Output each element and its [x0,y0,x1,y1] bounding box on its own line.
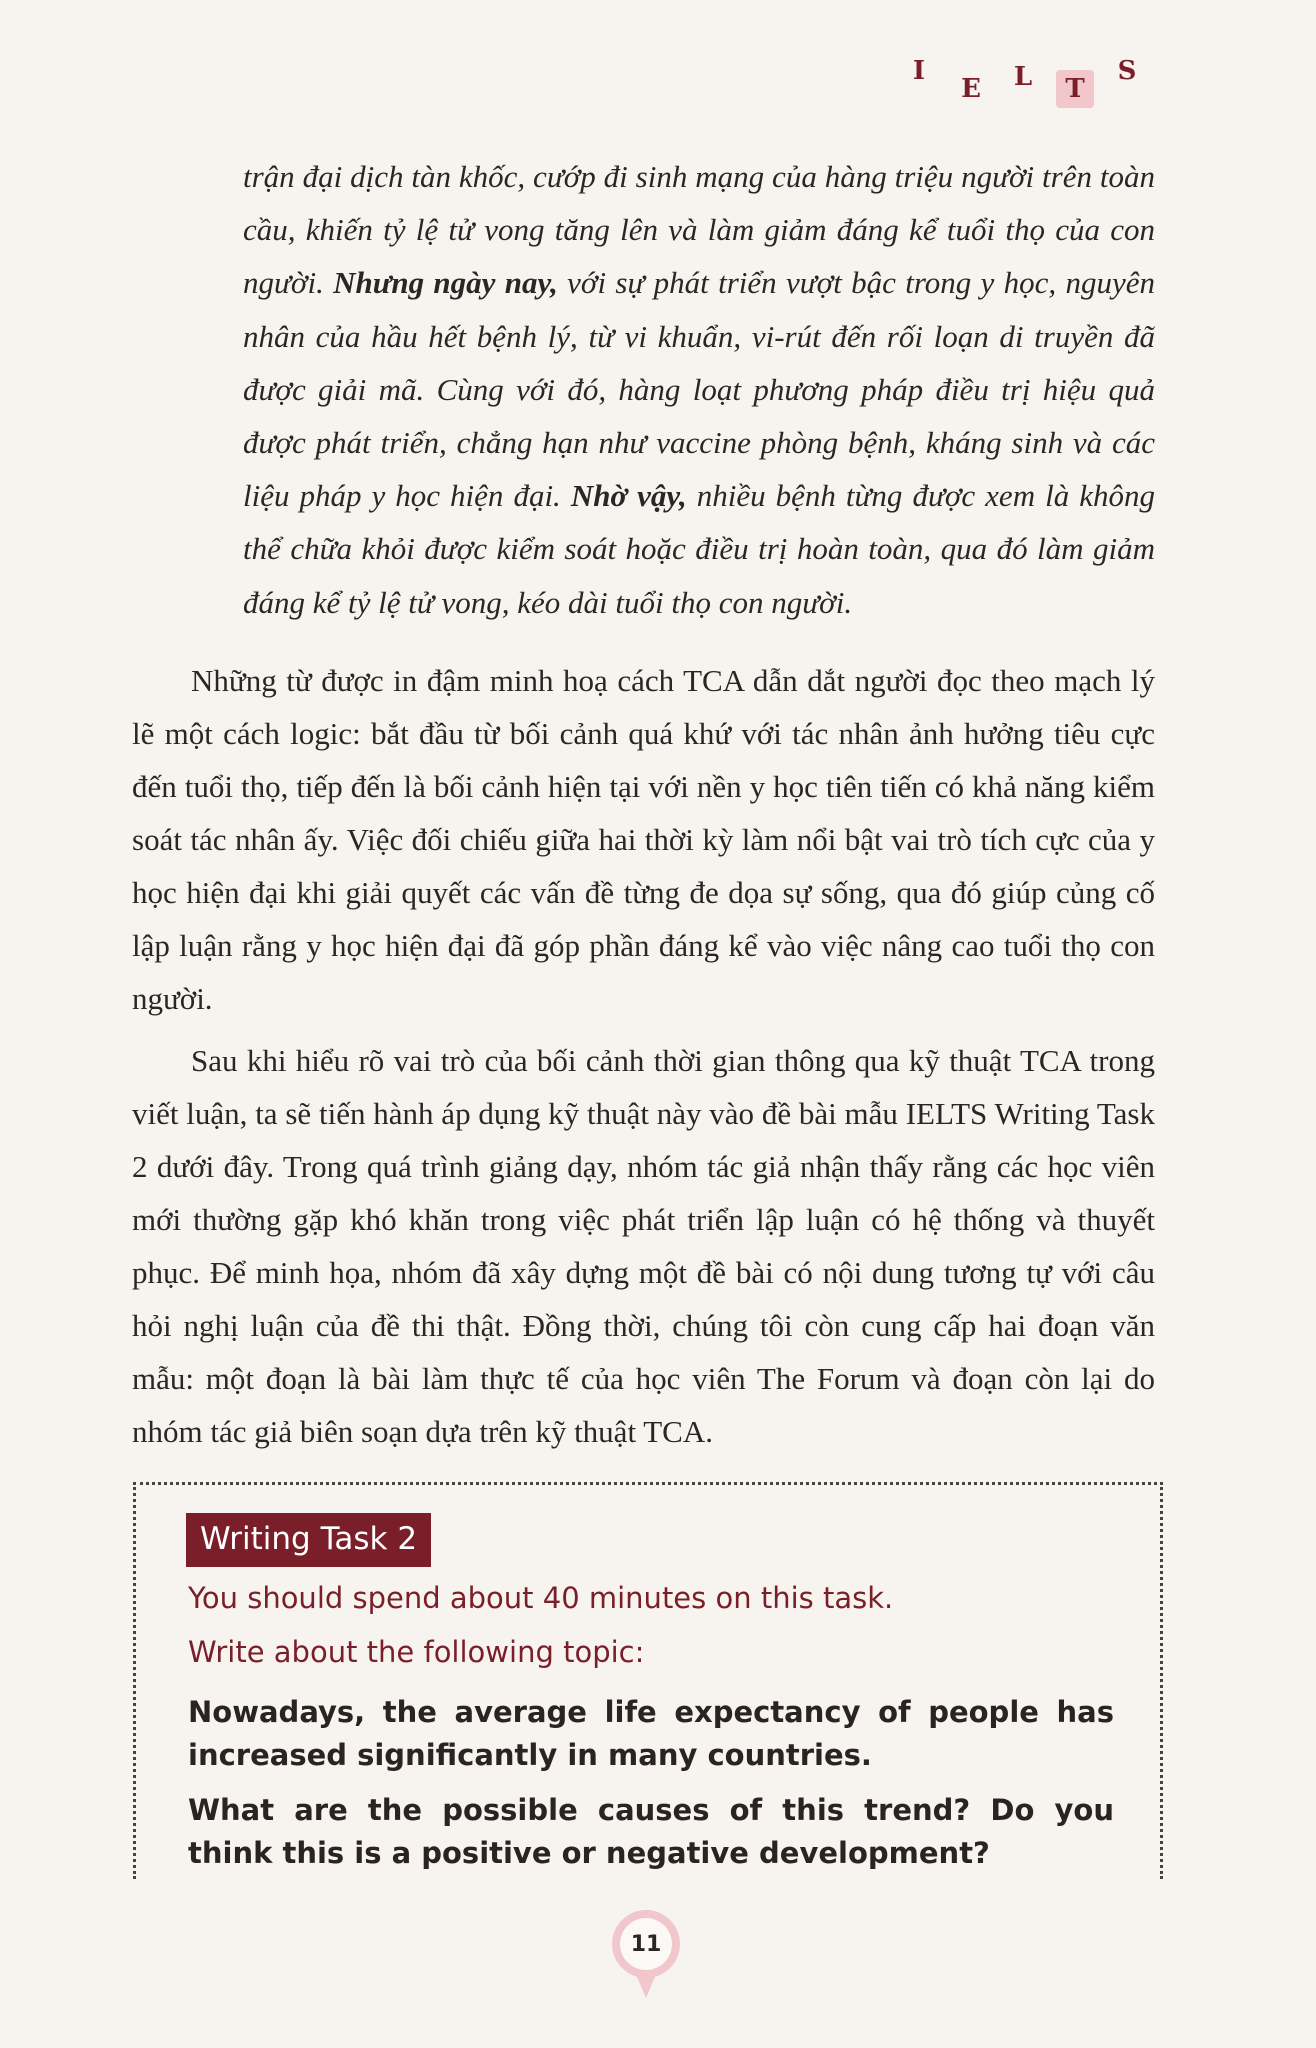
quote-bold-1: Nhưng ngày nay, [333,265,558,301]
writing-task-box [133,1482,1163,1879]
quote-text-3: nhiều bệnh từng được xem là không thể chữa khỏi được kiểm soát hoặc điều trị hoàn toàn, qua đó làm giảm đáng kể tỷ lệ tử vong, kéo dài tuổi thọ con người. [243,478,1155,620]
task-statement: Nowadays, the average life expectancy of people has increased significantly in many countries. [188,1695,1114,1772]
task-question: What are the possible causes of this trend? Do you think this is a positive or negative development? [188,1793,1114,1870]
body-paragraph-2: Sau khi hiểu rõ vai trò của bối cảnh thời gian thông qua kỹ thuật TCA trong viết luận, ta sẽ tiến hành áp dụng kỹ thuật này vào đề bài mẫu IELTS Writing Task 2 dưới đây. Trong quá trình giảng dạy, nhóm tác giả nhận thấy rằng các học viên mới thường gặp khó khăn trong việc phát triển lập luận có hệ thống và thuyết phục. Để minh họa, nhóm đã xây dựng một đề bài có nội dung tương tự với câu hỏi nghị luận của đề thi thật. Đồng thời, chúng tôi còn cung cấp hai đoạn văn mẫu: một đoạn là bài làm thực tế của học viên The Forum và đoạn còn lại do nhóm tác giả biên soạn dựa trên kỹ thuật TCA. [132,1043,1155,1449]
writing-task-tag: Writing Task 2 [186,1513,431,1567]
logo-letter-t: T [1056,70,1094,108]
logo-letter-e: E [961,74,981,104]
body-paragraph-1: Những từ được in đậm minh hoạ cách TCA dẫn dắt người đọc theo mạch lý lẽ một cách logic: bắt đầu từ bối cảnh quá khứ với tác nhân ảnh hưởng tiêu cực đến tuổi thọ, tiếp đến là bối cảnh hiện tại với nền y học tiên tiến có khả năng kiểm soát tác nhân ấy. Việc đối chiếu giữa hai thời kỳ làm nổi bật vai trò tích cực của y học hiện đại khi giải quyết các vấn đề từng đe dọa sự sống, qua đó giúp củng cố lập luận rằng y học hiện đại đã góp phần đáng kể vào việc nâng cao tuổi thọ con người. [132,663,1155,1016]
quote-bold-2: Nhờ vậy, [570,478,687,514]
page-number-marker [612,1910,680,2020]
page-number-badge [612,1910,680,1978]
example-quote-paragraph [243,150,1155,629]
logo-letter-l: L [1013,62,1033,92]
quote-text-2: với sự phát triển vượt bậc trong y học, nguyên nhân của hầu hết bệnh lý, từ vi khuẩn, vi-rút đến rối loạn di truyền đã được giải mã. Cùng với đó, hàng loạt phương pháp điều trị hiệu quả được phát triển, chẳng hạn như vaccine phòng bệnh, kháng sinh và các liệu pháp y học hiện đại. [243,265,1155,514]
ielts-logo [900,58,1146,108]
logo-letter-i: I [912,56,926,86]
task-instruction-time: You should spend about 40 minutes on this task. [188,1581,894,1615]
task-instruction-topic: Write about the following topic: [188,1635,645,1669]
logo-letter-s: S [1117,56,1137,86]
quote-text-1: trận đại dịch tàn khốc, cướp đi sinh mạng của hàng triệu người trên toàn cầu, khiến tỷ lệ tử vong tăng lên và làm giảm đáng kể tuổi thọ của con người. [243,159,1155,301]
page-number: 11 [620,1918,672,1970]
